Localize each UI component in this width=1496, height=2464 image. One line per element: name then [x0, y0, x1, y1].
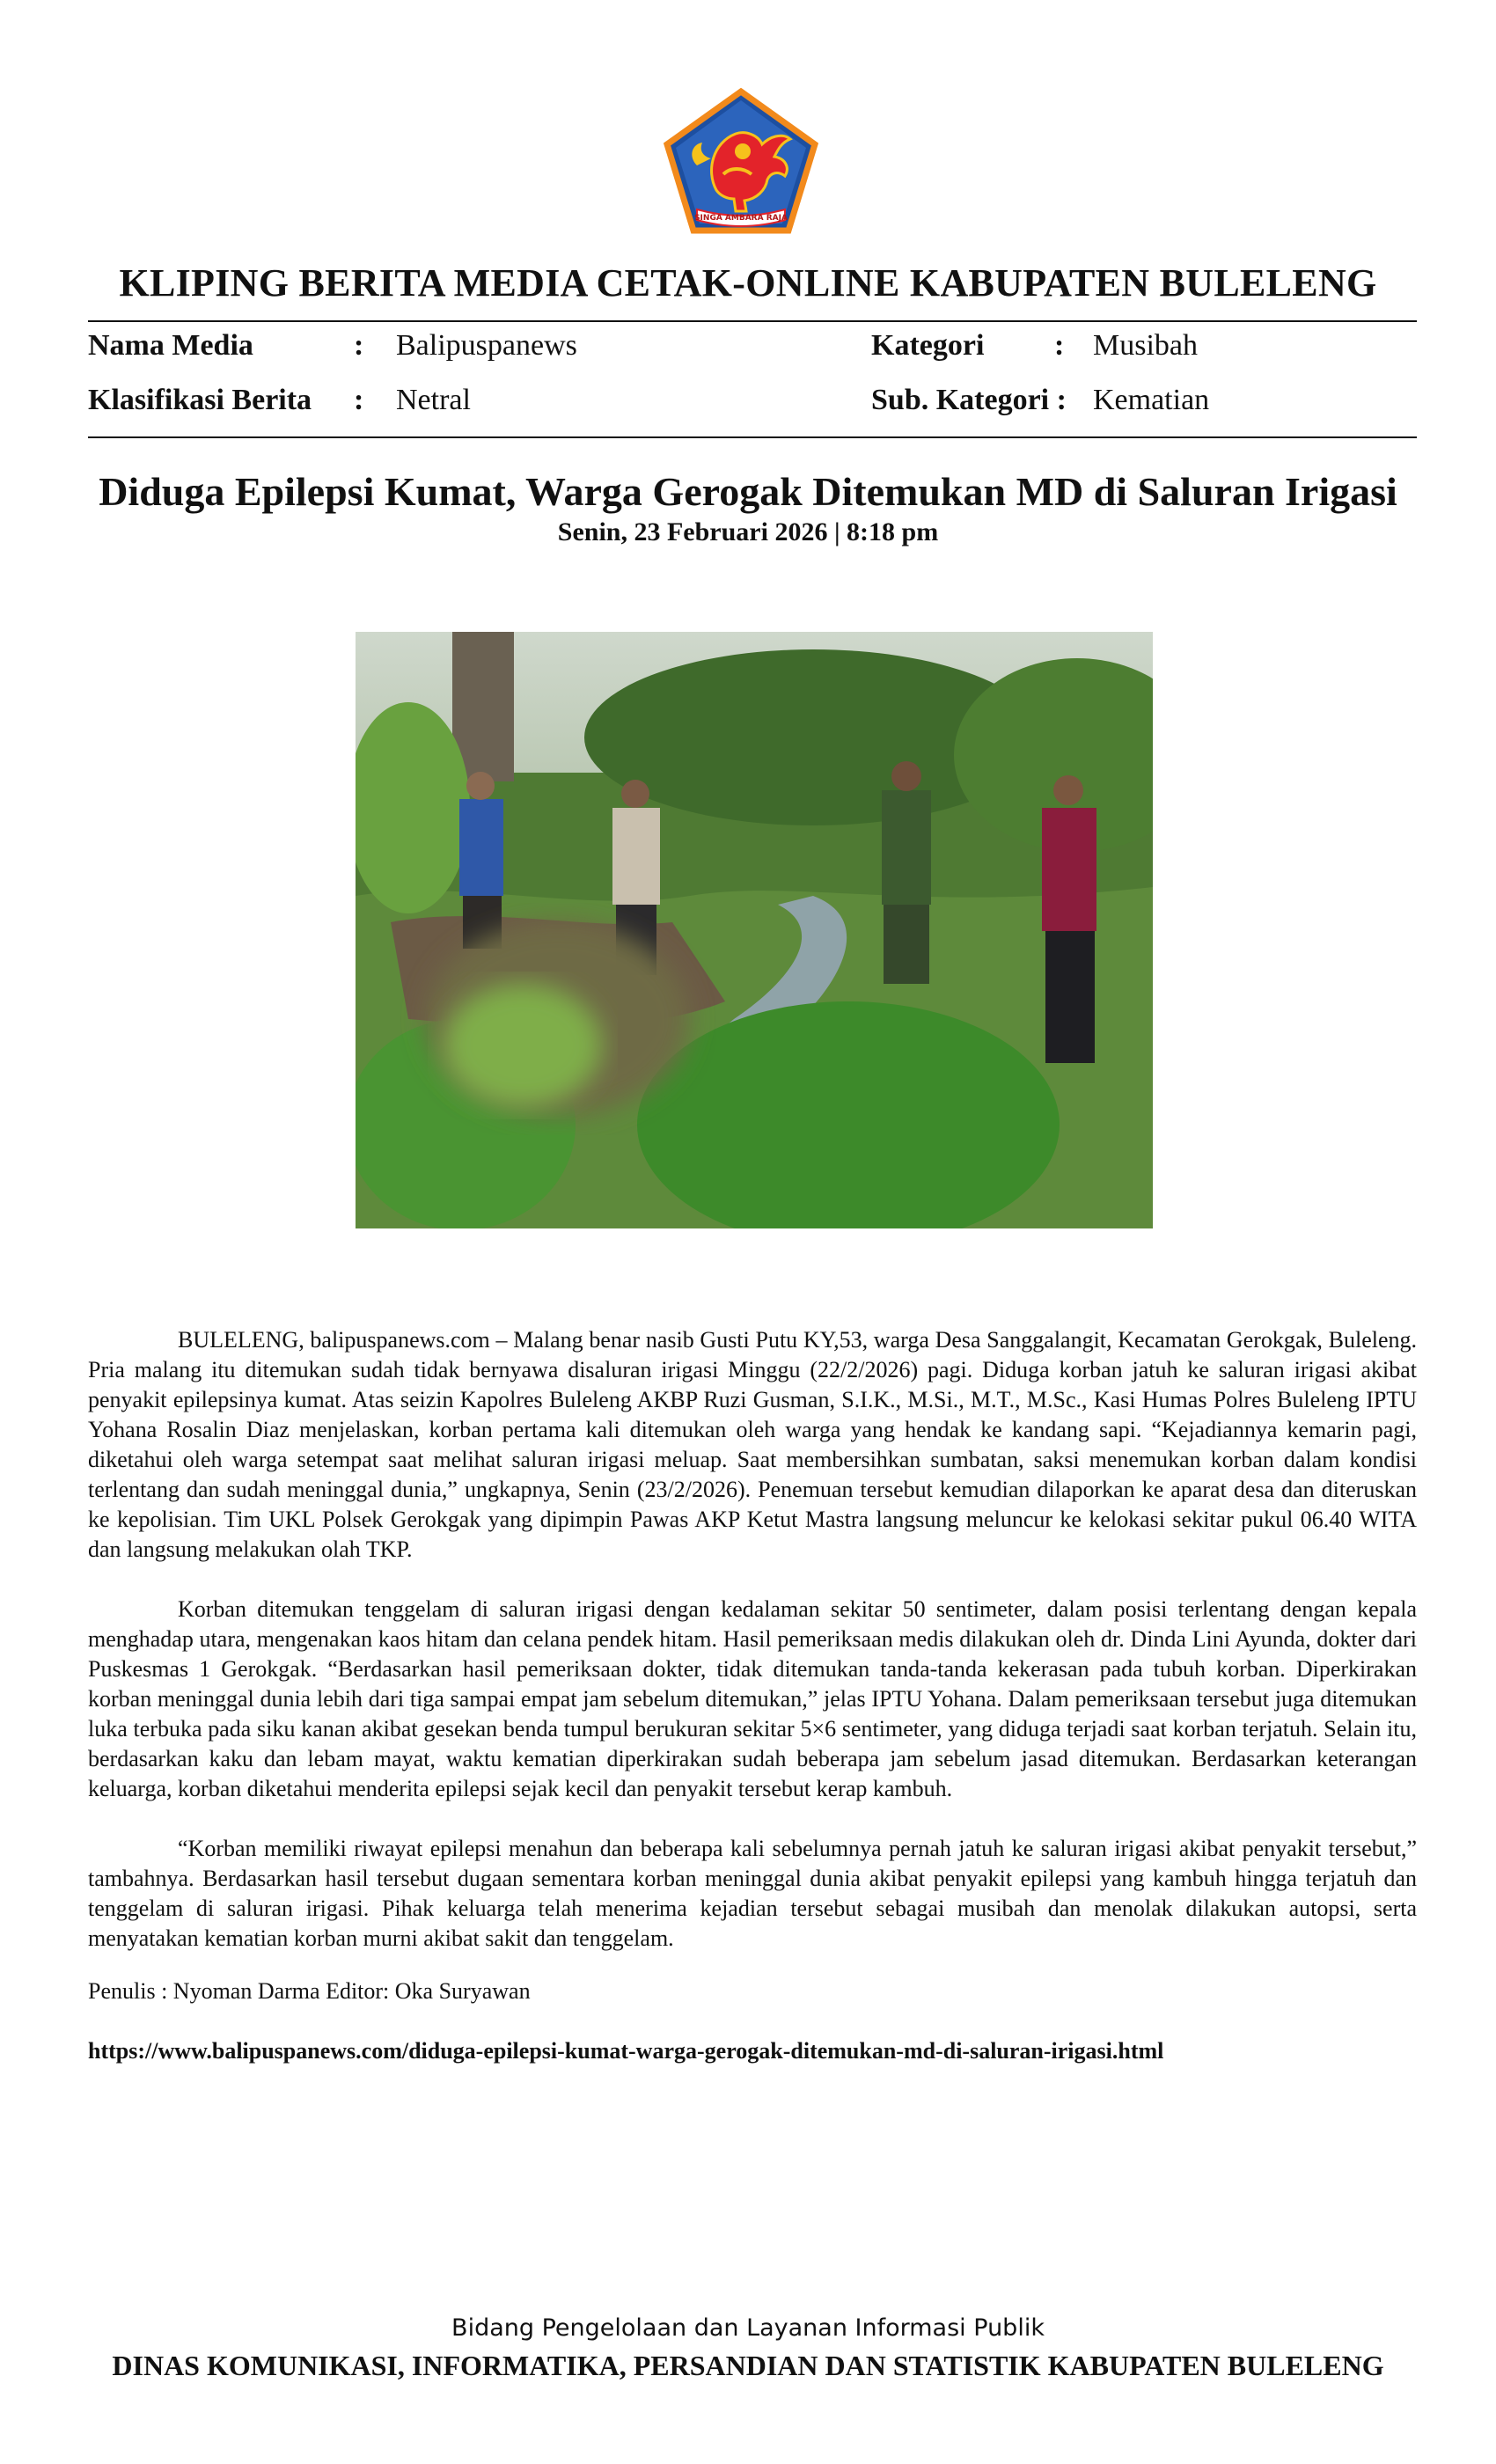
media-value: Balipuspanews — [396, 329, 577, 362]
meta-row-klasifikasi — [88, 384, 1417, 428]
news-photo-icon — [356, 632, 1153, 1228]
subkategori-value: Kematian — [1093, 384, 1210, 416]
footer-agency: DINAS KOMUNIKASI, INFORMATIKA, PERSANDIAN DAN STATISTIK KABUPATEN BULELENG — [112, 2350, 1384, 2381]
kategori-value: Musibah — [1093, 329, 1198, 362]
subkategori-label: Sub. Kategori : — [871, 384, 1067, 416]
media-colon: : — [354, 329, 364, 362]
footer-division: Bidang Pengelolaan dan Layanan Informasi Publik — [451, 2314, 1045, 2342]
clipping-header-title: KLIPING BERITA MEDIA CETAK-ONLINE KABUPATEN BULELENG — [119, 261, 1377, 304]
header-top-rule — [88, 320, 1417, 322]
header-bottom-rule — [88, 436, 1417, 438]
article-date: Senin, 23 Februari 2026 | 8:18 pm — [557, 517, 939, 546]
media-label: Nama Media — [88, 329, 253, 362]
article-paragraph-3: “Korban memiliki riwayat epilepsi menahun dan beberapa kali sebelumnya pernah jatuh ke saluran irigasi akibat penyakit tersebut,” tambahnya. Berdasarkan hasil tersebut dugaan sementara korban meninggal dunia akibat penyakit epilepsi yang kambuh hingga terjatuh dan tenggelam di saluran irigasi. Pihak keluarga telah menerima kejadian tersebut sebagai musibah dan menolak dilakukan autopsi, serta menyatakan kematian korban murni akibat sakit dan tenggelam. — [88, 1836, 1417, 1951]
article-credit: Penulis : Nyoman Darma Editor: Oka Suryawan — [88, 1978, 531, 2004]
article-paragraph-1: BULELENG, balipuspanews.com – Malang benar nasib Gusti Putu KY,53, warga Desa Sanggalangit, Kecamatan Gerokgak, Buleleng. Pria malang itu ditemukan sudah tidak bernyawa disaluran irigasi Minggu (22/2/2026) pagi. Diduga korban jatuh ke saluran irigasi akibat penyakit epilepsinya kumat. Atas seizin Kapolres Buleleng AKBP Ruzi Gusman, S.I.K., M.Si., M.T., M.Sc., Kasi Humas Polres Buleleng IPTU Yohana Rosalin Diaz menjelaskan, korban pertama kali ditemukan oleh warga yang hendak ke kandang sapi. “Kejadiannya kemarin pagi, diketahui oleh warga setempat saat melihat saluran irigasi meluap. Saat membersihkan sumbatan, saksi menemukan korban dalam kondisi terlentang dan sudah meninggal dunia,” ungkapnya, Senin (23/2/2026). Penemuan tersebut kemudian dilaporkan ke aparat desa dan diteruskan ke kepolisian. Tim UKL Polsek Gerokgak yang dipimpin Pawas AKP Ketut Mastra langsung meluncur ke kelokasi sekitar pukul 06.40 WITA dan langsung melakukan olah TKP. — [88, 1327, 1417, 1562]
klasifikasi-label: Klasifikasi Berita — [88, 384, 312, 416]
buleleng-regency-emblem-icon — [662, 86, 820, 236]
kategori-label: Kategori — [871, 329, 985, 362]
klasifikasi-value: Netral — [396, 384, 471, 416]
kategori-colon: : — [1054, 329, 1065, 362]
article-title: Diduga Epilepsi Kumat, Warga Gerogak Ditemukan MD di Saluran Irigasi — [99, 469, 1397, 514]
emblem-motto: SINGA AMBARA RAJA — [694, 214, 788, 223]
klasifikasi-colon: : — [354, 384, 364, 416]
article-body — [88, 1325, 1417, 1984]
meta-row-media — [88, 329, 1417, 373]
article-paragraph-2: Korban ditemukan tenggelam di saluran irigasi dengan kedalaman sekitar 50 sentimeter, dalam posisi terlentang dengan kepala menghadap utara, mengenakan kaos hitam dan celana pendek hitam. Hasil pemeriksaan medis dilakukan oleh dr. Dinda Lini Ayunda, dokter dari Puskesmas 1 Gerokgak. “Berdasarkan hasil pemeriksaan dokter, tidak ditemukan tanda-tanda kekerasan pada tubuh korban. Diperkirakan korban meninggal dunia lebih dari tiga sampai empat jam sebelum ditemukan,” jelas IPTU Yohana. Dalam pemeriksaan tersebut juga ditemukan luka terbuka pada siku kanan akibat gesekan benda tumpul berukuran sekitar 5×6 sentimeter, yang diduga terjadi saat korban terjatuh. Selain itu, berdasarkan kaku dan lebam mayat, waktu kematian diperkirakan sudah beberapa jam sebelum jasad ditemukan. Berdasarkan keterangan keluarga, korban diketahui menderita epilepsi sejak kecil dan penyakit tersebut kerap kambuh. — [88, 1596, 1417, 1801]
article-source-link[interactable]: https://www.balipuspanews.com/diduga-epilepsi-kumat-warga-gerogak-ditemukan-md-di-saluran-irigasi.html — [88, 2038, 1164, 2064]
